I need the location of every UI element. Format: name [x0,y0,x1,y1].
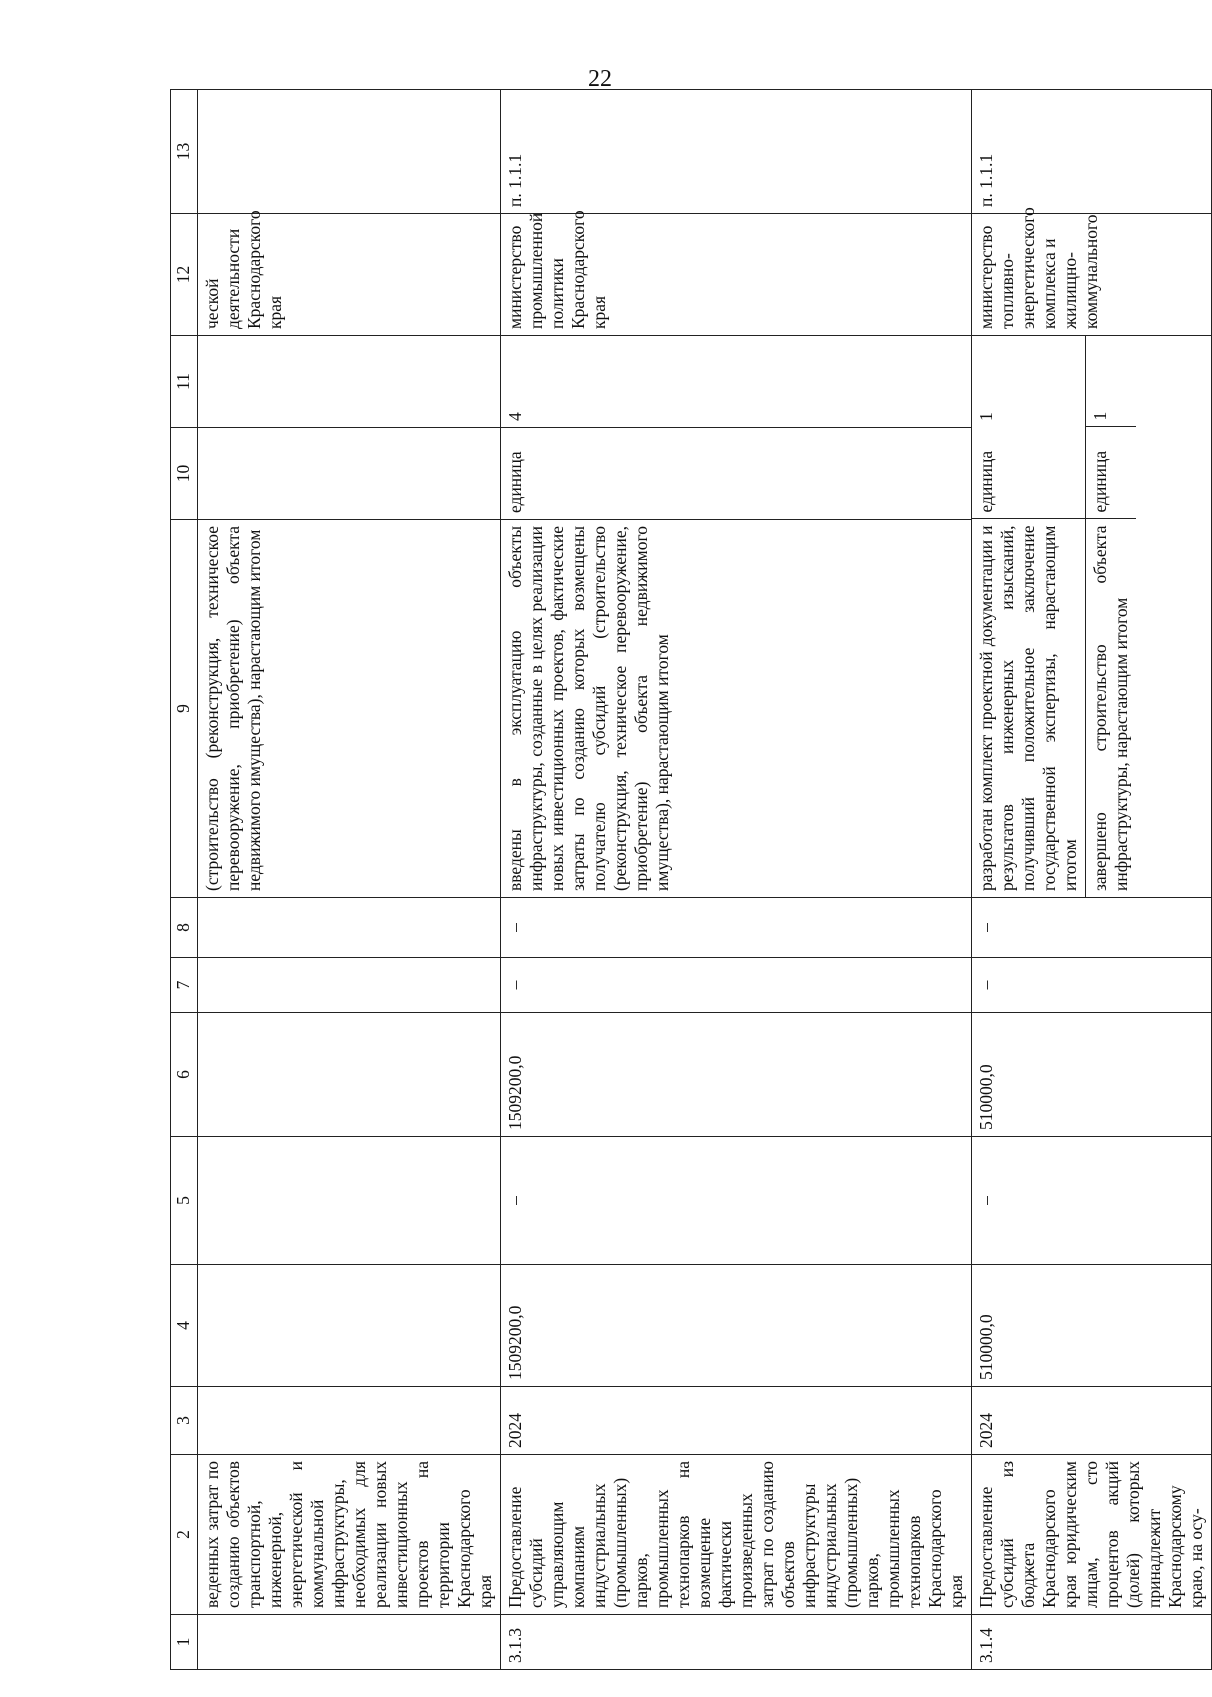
table-row [198,90,501,1670]
executor-cell: министерство топливно-энергетического комплекса и жилищно-коммунального [972,214,1212,336]
row-number: 3.1.3 [501,1615,972,1670]
federal-cell: – [501,1137,972,1265]
column-header: 2 [171,1455,198,1615]
result-cell: завершено строительство объекта инфраструктуры, нарастающим итогом [1086,519,1137,897]
rotated-table-wrapper [170,90,1206,1670]
column-header: 5 [171,1137,198,1265]
column-header: 10 [171,428,198,520]
results-subtable-cell [972,336,1212,898]
table-row [501,90,972,1670]
federal-cell [198,1137,501,1265]
column-header: 12 [171,214,198,336]
table-row [972,90,1212,1670]
column-header: 8 [171,898,198,958]
extra-cell: – [972,898,1212,958]
unit-cell: единица [1086,427,1137,519]
year-cell [198,1387,501,1455]
value-cell: 1 [1086,335,1137,427]
extra-cell: – [501,898,972,958]
regional-cell: 510000,0 [972,1013,1212,1137]
column-header: 11 [171,336,198,428]
reference-cell [198,90,501,214]
column-header: 3 [171,1387,198,1455]
value-cell [198,336,501,428]
column-header: 4 [171,1265,198,1387]
column-header: 13 [171,90,198,214]
row-number: 3.1.4 [972,1615,1212,1670]
measure-name: Предоставление субсидий из бюджета Краснодарского края юридическим лицам, сто процентов акций (долей) которых принадлежит Краснодарскому краю, на осу- [972,1455,1212,1615]
total-cell [198,1265,501,1387]
header-row [171,90,198,1670]
municipal-cell [198,958,501,1013]
value-cell: 1 [976,412,996,421]
column-header: 7 [171,958,198,1013]
row-number [198,1615,501,1670]
executor-cell: ческой деятельности Краснодарского края [198,214,501,336]
result-cell: разработан комплект проектной документации и результатов инженерных изысканий, получивший положительное заключение государственной экспертизы, нарастающим итогом [972,519,1086,897]
column-header: 6 [171,1013,198,1137]
total-cell: 510000,0 [972,1265,1212,1387]
unit-cell [198,428,501,520]
reference-cell: п. 1.1.1 [501,90,972,214]
unit-cell: единица [501,428,972,520]
measure-name: Предоставление субсидий управляющим компаниям индустриальных (промышленных) парков, промышленных технопарков на возмещение фактически произведенных затрат по созданию объектов инфраструктуры индустриальных (промышленных) парков, промышленных технопарков Краснодарского края [501,1455,972,1615]
result-subrow [972,335,1086,897]
page-number: 22 [588,66,612,92]
results-subtable [972,335,1136,897]
value-cell: 4 [501,336,972,428]
regional-cell: 1509200,0 [501,1013,972,1137]
executor-cell: министерство промышленной политики Краснодарского края [501,214,972,336]
result-cell: введены в эксплуатацию объекты инфраструктуры, созданные в целях реализации новых инвестиционных проектов, фактические затраты по созданию которых возмещены получателю субсидий (строительство (реконструкция, техническое перевооружение, приобретение) объекта недвижимого имущества), нарастающим итогом [501,520,972,898]
column-header: 1 [171,1615,198,1670]
result-subrow [1086,335,1137,897]
municipal-cell: – [972,958,1212,1013]
measure-name: веденных затрат по созданию объектов транспортной, инженерной, энергетической и коммунальной инфраструктуры, необходимых для реализации новых инвестиционных проектов на территории Краснодарского края [198,1455,501,1615]
reference-cell: п. 1.1.1 [972,90,1212,214]
municipal-cell: – [501,958,972,1013]
result-cell: (строительство (реконструкция, техническое перевооружение, приобретение) объекта недвижимого имущества), нарастающим итогом [198,520,501,898]
year-cell: 2024 [972,1387,1212,1455]
unit-cell: единица [976,450,996,513]
year-cell: 2024 [501,1387,972,1455]
regional-cell [198,1013,501,1137]
program-table [170,89,1212,1670]
federal-cell: – [972,1137,1212,1265]
column-header: 9 [171,520,198,898]
total-cell: 1509200,0 [501,1265,972,1387]
extra-cell [198,898,501,958]
